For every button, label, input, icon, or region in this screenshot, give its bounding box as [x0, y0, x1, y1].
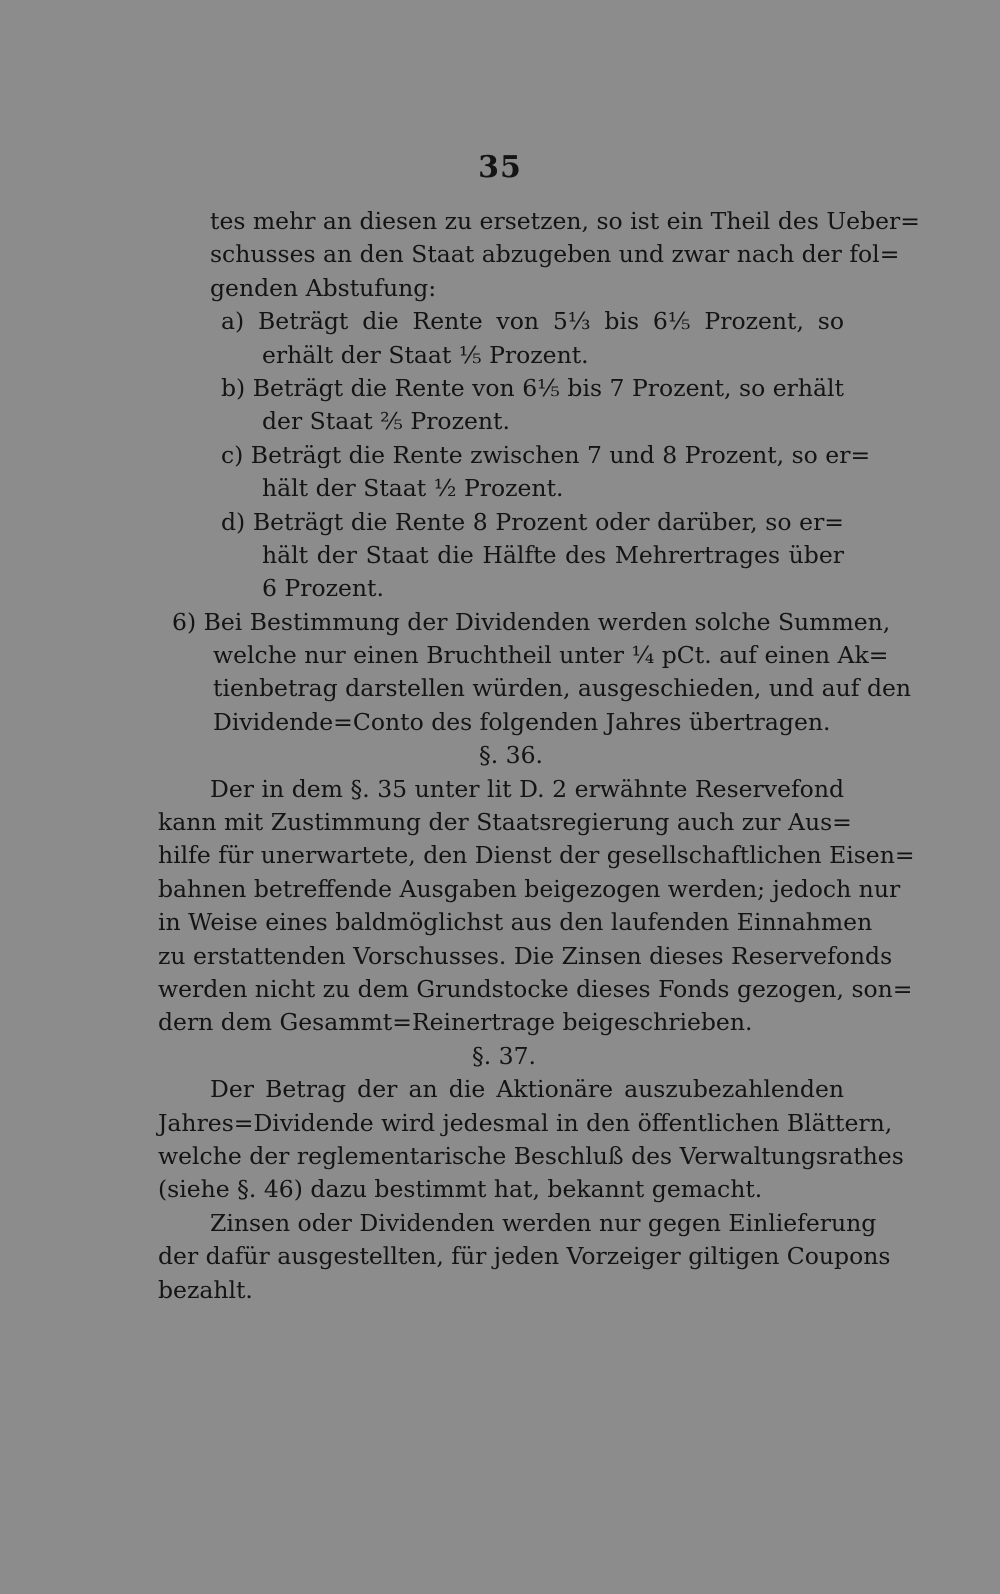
text-line: (siehe §. 46) dazu bestimmt hat, bekannt gemacht. — [158, 1175, 763, 1204]
text-line: Der in dem §. 35 unter lit D. 2 erwähnte Reservefond — [210, 774, 844, 803]
text-line: werden nicht zu dem Grundstocke dieses Fonds gezogen, son= — [158, 974, 913, 1003]
section-heading: §. 36. — [478, 741, 544, 770]
text-line: kann mit Zustimmung der Staatsregierung auch zur Aus= — [158, 808, 852, 837]
text-line: hält der Staat ½ Prozent. — [262, 474, 564, 503]
text-line: a) Beträgt die Rente von 5⅓ bis 6⅕ Prozent, so — [221, 307, 844, 336]
text-line: der dafür ausgestellten, für jeden Vorzeiger giltigen Coupons — [158, 1242, 891, 1271]
text-line: dern dem Gesammt=Reinertrage beigeschrieben. — [158, 1008, 753, 1037]
text-line: tes mehr an diesen zu ersetzen, so ist ein Theil des Ueber= — [210, 207, 920, 235]
text-line: bezahlt. — [158, 1275, 253, 1304]
page-number: 35 — [478, 150, 522, 185]
text-line: c) Beträgt die Rente zwischen 7 und 8 Prozent, so er= — [221, 440, 871, 469]
text-line: der Staat ⅖ Prozent. — [262, 407, 510, 436]
body-text — [158, 205, 920, 1307]
text-line: schusses an den Staat abzugeben und zwar nach der fol= — [210, 240, 900, 269]
text-line: d) Beträgt die Rente 8 Prozent oder darüber, so er= — [221, 507, 844, 536]
text-line: bahnen betreffende Ausgaben beigezogen werden; jedoch nur — [158, 874, 901, 903]
text-line: welche nur einen Bruchtheil unter ¼ pCt. auf einen Ak= — [213, 641, 889, 670]
text-line: Der Betrag der an die Aktionäre auszubezahlenden — [210, 1075, 844, 1104]
text-line: 6) Bei Bestimmung der Dividenden werden solche Summen, — [172, 607, 891, 636]
text-line: hält der Staat die Hälfte des Mehrertrages über — [262, 540, 844, 569]
text-line: 6 Prozent. — [262, 574, 384, 603]
text-line: hilfe für unerwartete, den Dienst der gesellschaftlichen Eisen= — [158, 841, 915, 870]
text-line: b) Beträgt die Rente von 6⅕ bis 7 Prozent, so erhält — [221, 373, 844, 402]
text-line: Zinsen oder Dividenden werden nur gegen Einlieferung — [210, 1208, 877, 1237]
text-line: zu erstattenden Vorschusses. Die Zinsen dieses Reservefonds — [158, 941, 893, 970]
text-line: Jahres=Dividende wird jedesmal in den öffentlichen Blättern, — [158, 1108, 893, 1137]
text-line: in Weise eines baldmöglichst aus den laufenden Einnahmen — [158, 908, 873, 937]
text-line: welche der reglementarische Beschluß des Verwaltungsrathes — [158, 1141, 904, 1170]
text-line: Dividende=Conto des folgenden Jahres übertragen. — [213, 707, 831, 736]
text-line: erhält der Staat ⅕ Prozent. — [262, 340, 589, 369]
section-heading: §. 37. — [471, 1041, 537, 1070]
text-line: tienbetrag darstellen würden, ausgeschieden, und auf den — [213, 674, 912, 703]
text-line: genden Abstufung: — [210, 273, 437, 302]
